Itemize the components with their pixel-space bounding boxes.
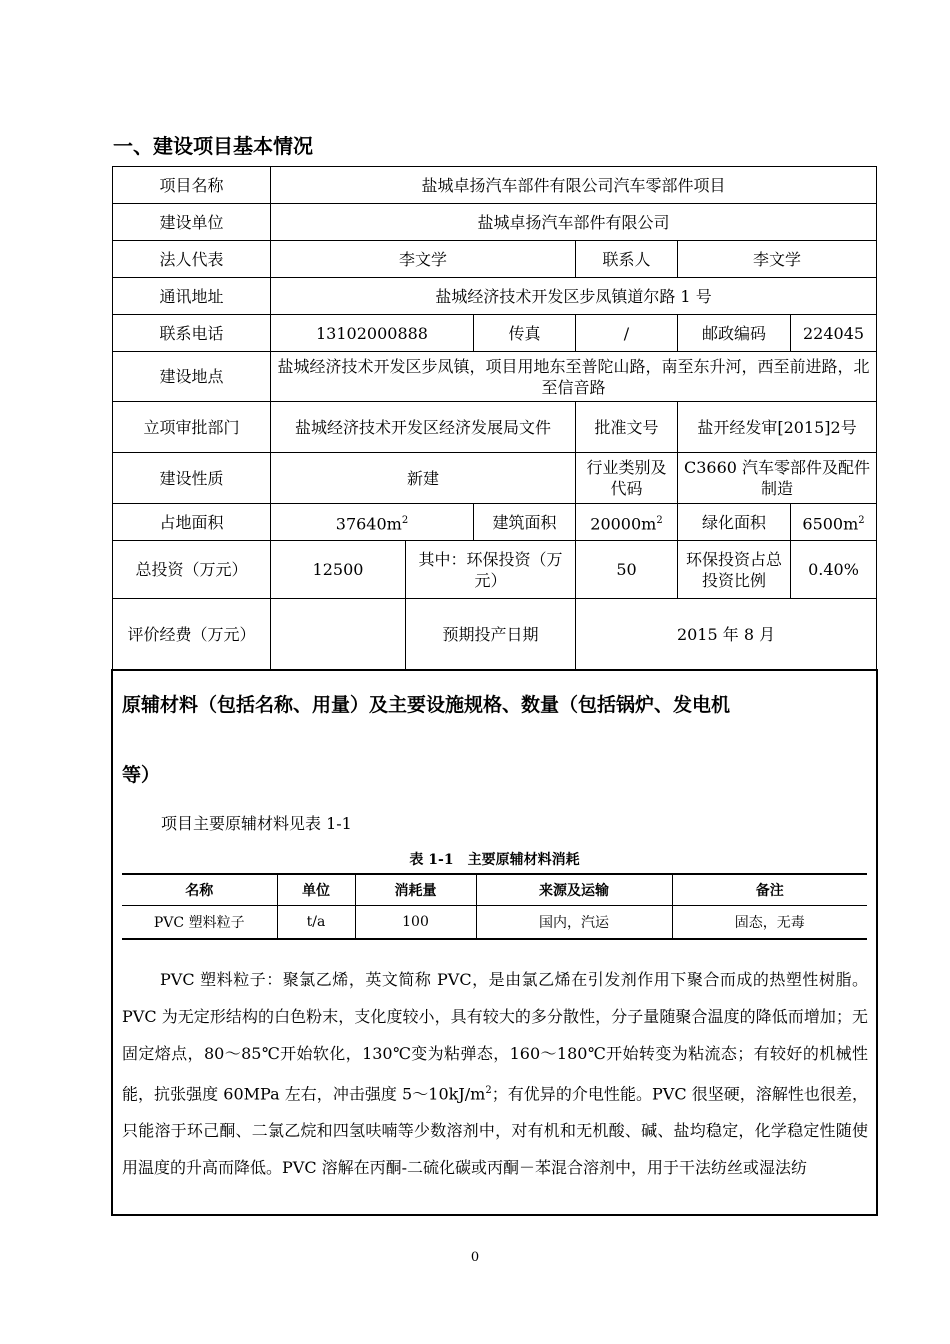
green-area: $6500m^2$ — [791, 504, 877, 541]
cell-name: PVC 塑料粒子 — [122, 906, 277, 940]
header-name: 名称 — [122, 874, 277, 906]
materials-title-line1: 原辅材料（包括名称、用量）及主要设施规格、数量（包括锅炉、发电机 — [122, 694, 731, 716]
section-title: 一、建设项目基本情况 — [113, 134, 313, 158]
industry: C3660 汽车零部件及配件制造 — [678, 453, 877, 504]
project-info-table — [112, 166, 877, 671]
project-name: 盐城卓扬汽车部件有限公司汽车零部件项目 — [271, 167, 877, 204]
header-note: 备注 — [672, 874, 867, 906]
table-row — [122, 906, 867, 940]
legal-label: 法人代表 — [113, 241, 271, 278]
header-amount: 消耗量 — [355, 874, 476, 906]
building-area: $20000m^2$ — [576, 504, 678, 541]
phone: 13102000888 — [271, 315, 474, 352]
postcode-label: 邮政编码 — [678, 315, 791, 352]
phone-label: 联系电话 — [113, 315, 271, 352]
fax: / — [576, 315, 678, 352]
unit: 盐城卓扬汽车部件有限公司 — [271, 204, 877, 241]
pvc-description: PVC 塑料粒子：聚氯乙烯，英文简称 PVC，是由氯乙烯在引发剂作用下聚合而成的热塑性树脂。PVC 为无定形结构的白色粉末，支化度较小，具有较大的多分散性，分子量随聚合温度的降低而增加；无固定熔点，80～85℃开始软化，130℃变为粘弹态，160～180℃开始转变为粘流态；有较好的机械性能，抗张强度 60MPa 左右，冲击强度 $5\sim 10kJ/m^2$；有优异的介电性能。PVC 很坚硬，溶解性也很差，只能溶于环己酮、二氯乙烷和四氢呋喃等少数溶剂中，对有机和无机酸、碱、盐均稳定，化学稳定性随使用温度的升高而降低。PVC 溶解在丙酮-二硫化碳或丙酮－苯混合溶剂中，用于干法纺丝或湿法纺 — [122, 970, 868, 1178]
start-label: 预期投产日期 — [406, 599, 576, 671]
cell-source: 国内，汽运 — [476, 906, 672, 940]
header-source: 来源及运输 — [476, 874, 672, 906]
contact: 李文学 — [678, 241, 877, 278]
eval-fee-label: 评价经费（万元） — [113, 599, 271, 671]
approval-no-label: 批准文号 — [576, 402, 678, 453]
fax-label: 传真 — [474, 315, 576, 352]
cell-note: 固态，无毒 — [672, 906, 867, 940]
industry-label: 行业类别及代码 — [576, 453, 678, 504]
eval-fee — [271, 599, 406, 671]
nature: 新建 — [271, 453, 576, 504]
green-label: 绿化面积 — [678, 504, 791, 541]
contact-label: 联系人 — [576, 241, 678, 278]
materials-table — [122, 873, 867, 940]
postcode: 224045 — [791, 315, 877, 352]
env-invest: 50 — [576, 541, 678, 599]
address-label: 通讯地址 — [113, 278, 271, 315]
env-ratio: 0.40% — [791, 541, 877, 599]
site: 盐城经济技术开发区步凤镇，项目用地东至普陀山路，南至东升河，西至前进路，北至信音路 — [271, 352, 877, 402]
materials-title-line2: 等） — [122, 764, 161, 786]
header-unit: 单位 — [277, 874, 355, 906]
materials-intro: 项目主要原辅材料见表 1-1 — [161, 814, 352, 833]
approval-dept: 盐城经济技术开发区经济发展局文件 — [271, 402, 576, 453]
land-label: 占地面积 — [113, 504, 271, 541]
building-label: 建筑面积 — [474, 504, 576, 541]
project-name-label: 项目名称 — [113, 167, 271, 204]
site-label: 建设地点 — [113, 352, 271, 402]
approval-no: 盐开经发审[2015]2号 — [678, 402, 877, 453]
nature-label: 建设性质 — [113, 453, 271, 504]
start-date: 2015 年 8 月 — [576, 599, 877, 671]
invest-label: 总投资（万元） — [113, 541, 271, 599]
unit-label: 建设单位 — [113, 204, 271, 241]
cell-amount: 100 — [355, 906, 476, 940]
env-ratio-label: 环保投资占总投资比例 — [678, 541, 791, 599]
page-number: 0 — [470, 1250, 480, 1265]
address: 盐城经济技术开发区步凤镇道尔路 1 号 — [271, 278, 877, 315]
table-caption: 表 1-1 主要原辅材料消耗 — [409, 852, 580, 868]
approval-dept-label: 立项审批部门 — [113, 402, 271, 453]
legal: 李文学 — [271, 241, 576, 278]
env-invest-label: 其中：环保投资（万元） — [406, 541, 576, 599]
cell-unit: t/a — [277, 906, 355, 940]
land-area: $37640m^2$ — [271, 504, 474, 541]
materials-section — [111, 669, 878, 1216]
invest: 12500 — [271, 541, 406, 599]
